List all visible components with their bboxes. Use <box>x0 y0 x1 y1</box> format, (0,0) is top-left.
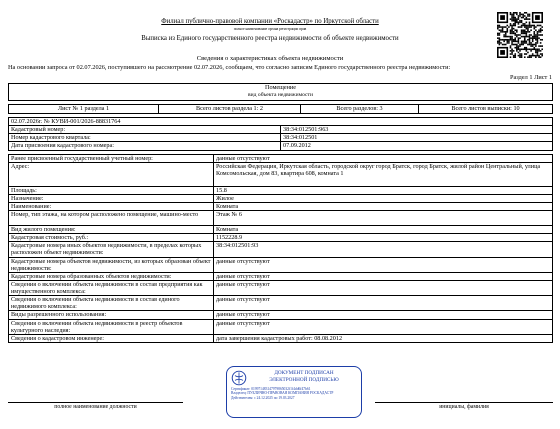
stamp-validity: Действителен: с 24.12.2025 по 19.03.2027 <box>231 395 295 400</box>
table-row <box>9 242 553 257</box>
field-label: Назначение: <box>9 194 214 202</box>
table-row <box>9 126 553 134</box>
sheets-in-section: Всего листов раздела 1: 2 <box>159 105 301 114</box>
field-value: 38:34:012501 <box>281 134 553 142</box>
field-value: 07.09.2012 <box>281 142 553 150</box>
table-row <box>9 334 553 342</box>
agency-caption: полное наименование органа регистрации прав <box>233 27 307 31</box>
agency-name: Филиал публично-правовой компании «Роскадастр» по Иркутской области <box>161 18 379 25</box>
field-value: Российская Федерация, Иркутская область, городской округ город Братск, город Братск, жилой район Центральный, улица Комсомольская, дом 83, квартира 608, комната 1 <box>214 162 553 186</box>
table-row <box>9 257 553 272</box>
field-label: Кадастровые номера иных объектов недвижимости, в пределах которых расположен объект недвижимости: <box>9 242 214 257</box>
identity-rows <box>9 126 553 150</box>
name-line <box>375 402 553 403</box>
object-kind: Помещение <box>9 84 553 92</box>
stamp-owner: Владелец: ПУБЛИЧНО-ПРАВОВАЯ КОМПАНИЯ РОСКАДАСТР <box>231 391 334 396</box>
field-label: Ранее присвоенный государственный учетный номер: <box>9 154 214 162</box>
intro-text: На основании запроса от 02.07.2026, поступившего на рассмотрение 02.07.2026, сообщаем, что согласно записям Единого государственного реестра недвижимости: <box>8 64 451 71</box>
field-label: Кадастровая стоимость, руб.: <box>9 234 214 242</box>
field-value: 38:34:012501:963 <box>281 126 553 134</box>
field-label: Сведения о включении объекта недвижимости в реестр объектов культурного наследия: <box>9 319 214 334</box>
stamp-title: ДОКУМЕНТ ПОДПИСАН <box>274 370 334 376</box>
table-row <box>9 142 553 150</box>
name-caption: инициалы, фамилия <box>439 404 489 410</box>
section-label: Раздел 1 Лист 1 <box>509 74 552 81</box>
field-value: Комната <box>214 226 553 234</box>
field-label: Кадастровые номера объектов недвижимости, из которых образован объект недвижимости: <box>9 257 214 272</box>
field-label: Сведения о включении объекта недвижимости в состав единого недвижимого комплекса: <box>9 296 214 311</box>
extract-table <box>8 83 553 343</box>
field-value: данные отсутствуют <box>214 154 553 162</box>
field-value: данные отсутствуют <box>214 311 553 319</box>
field-value: данные отсутствуют <box>214 319 553 334</box>
field-value: 38:34:012501:93 <box>214 242 553 257</box>
characteristics-rows <box>9 154 553 342</box>
field-value: Жилое <box>214 194 553 202</box>
table-row <box>9 272 553 280</box>
emblem-icon <box>231 370 247 386</box>
table-row <box>9 202 553 210</box>
table-row <box>9 280 553 295</box>
field-value: Комната <box>214 202 553 210</box>
stamp-certificate: Сертификат: 019971483147979865032f1f4dd6f47b61 <box>231 387 311 391</box>
field-label: Номер, тип этажа, на котором расположено помещение, машино-место <box>9 211 214 226</box>
sheet-row <box>8 104 553 114</box>
position-caption: полное наименование должности <box>54 404 137 410</box>
sheets-total: Всего листов выписки: 10 <box>419 105 553 114</box>
field-value: Этаж № 6 <box>214 211 553 226</box>
field-label: Адрес: <box>9 162 214 186</box>
stamp-details <box>231 387 358 400</box>
characteristics-table <box>8 154 553 343</box>
field-label: Сведения о включении объекта недвижимости в состав предприятия как имущественного комплекса: <box>9 280 214 295</box>
electronic-signature-stamp <box>226 366 362 418</box>
qr-code <box>497 12 543 58</box>
object-kind-caption: вид объекта недвижимости <box>9 92 553 101</box>
table-row <box>9 211 553 226</box>
table-row <box>9 134 553 142</box>
header-table <box>8 83 553 101</box>
field-label: Дата присвоения кадастрового номера: <box>9 142 281 150</box>
field-label: Кадастровый номер: <box>9 126 281 134</box>
field-value: 1152228.9 <box>214 234 553 242</box>
field-label: Сведения о кадастровом инженере: <box>9 334 214 342</box>
field-label: Вид жилого помещения: <box>9 226 214 234</box>
section-title: Сведения о характеристиках объекта недвижимости <box>196 55 344 62</box>
identity-table <box>8 117 553 151</box>
position-line <box>8 402 183 403</box>
field-value: дата завершения кадастровых работ: 08.08.2012 <box>214 334 553 342</box>
field-value: 15.8 <box>214 186 553 194</box>
table-row <box>9 154 553 162</box>
table-row <box>9 194 553 202</box>
table-row <box>9 319 553 334</box>
field-value: данные отсутствуют <box>214 257 553 272</box>
document-title: Выписка из Единого государственного реестра недвижимости об объекте недвижимости <box>141 35 399 42</box>
field-value: данные отсутствуют <box>214 280 553 295</box>
field-label: Номер кадастрового квартала: <box>9 134 281 142</box>
field-value: данные отсутствуют <box>214 272 553 280</box>
field-label: Кадастровые номера образованных объектов недвижимости: <box>9 272 214 280</box>
table-row <box>9 311 553 319</box>
field-label: Площадь: <box>9 186 214 194</box>
field-label: Наименование: <box>9 202 214 210</box>
table-row <box>9 162 553 186</box>
extract-number: 02.07.2026г. № КУВИ-001/2026-88831764 <box>9 118 553 126</box>
table-row <box>9 234 553 242</box>
field-label: Виды разрешенного использования: <box>9 311 214 319</box>
table-row <box>9 186 553 194</box>
sections-total: Всего разделов: 3 <box>301 105 419 114</box>
table-row <box>9 226 553 234</box>
stamp-subtitle: ЭЛЕКТРОННОЙ ПОДПИСЬЮ <box>269 377 339 383</box>
field-value: данные отсутствуют <box>214 296 553 311</box>
sheet-number: Лист № 1 раздела 1 <box>9 105 159 114</box>
table-row <box>9 296 553 311</box>
